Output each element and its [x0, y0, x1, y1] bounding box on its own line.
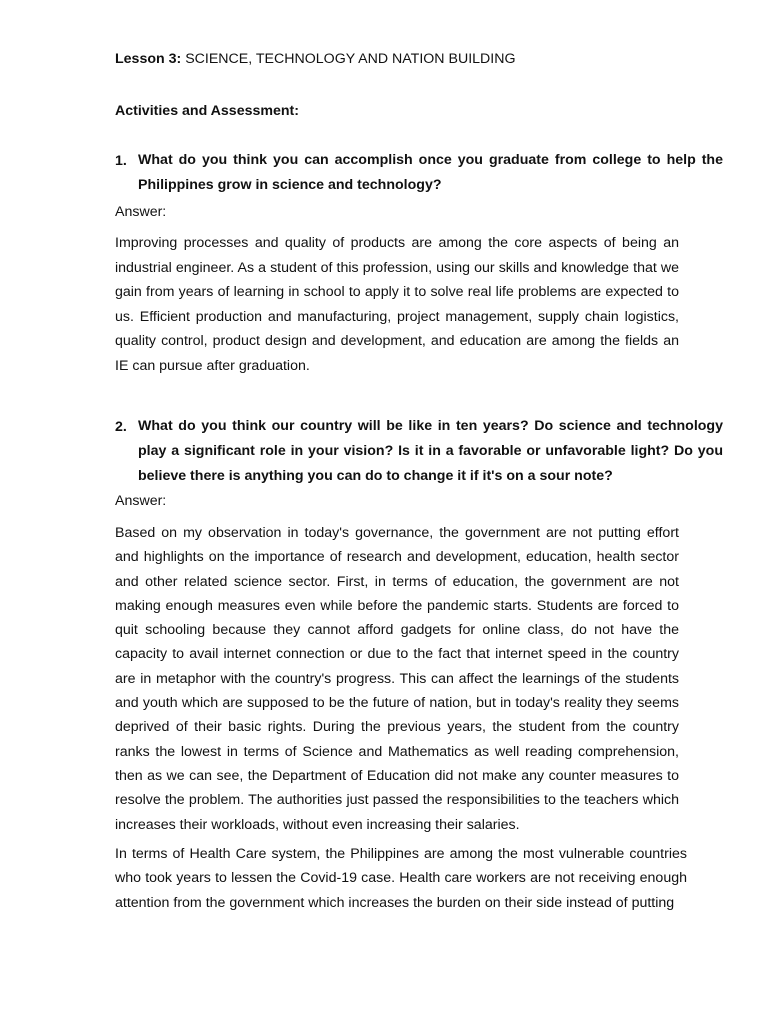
question-2-answer: Based on my observation in today's governance, the government are not putting effort and highlights on the importance of research and development, education, health sector and other related science sector. First, in terms of education, the government are not making enough measures even while before the pandemic starts. Students are forced to quit schooling because they cannot afford gadgets for online class, do not have the capacity to avail internet connection or due to the fact that internet speed in the country are in metaphor with the country's progress. This can affect the learnings of the students and youth which are supposed to be the future of nation, but in today's reality they seems deprived of their basic rights. During the previous years, the student from the country ranks the lowest in terms of Science and Mathematics as well reading comprehension, then as we can see, the Department of Education did not make any counter measures to resolve the problem. The authorities just passed the responsibilities to the teachers which increases their workloads, without even increasing their salaries.	[115, 525, 679, 833]
question-2-text: What do you think our country will be like in ten years? Do science and technology play a significant role in your vision? Is it in a favorable or unfavorable light? Do you believe there is anything you can do to change it if it's on a sour note?	[138, 418, 723, 484]
question-1-answer: Improving processes and quality of products are among the core aspects of being an industrial engineer. As a student of this profession, using our skills and knowledge that we gain from years of learning in school to apply it to solve real life problems are expected to us. Efficient production and manufacturing, project management, supply chain logistics, quality control, product design and development, and education are among the fields an IE can pursue after graduation.	[115, 235, 679, 374]
section-heading: Activities and Assessment:	[115, 103, 299, 119]
question-1-number: 1.	[115, 153, 127, 169]
question-2-number: 2.	[115, 419, 127, 435]
question-2-answer-continued: In terms of Health Care system, the Philippines are among the most vulnerable countries who took years to lessen the Covid-19 case. Health care workers are not receiving enough attention from the government which increases the burden on their side instead of putting	[115, 846, 687, 911]
question-1-text: What do you think you can accomplish once you graduate from college to help the Philippines grow in science and technology?	[138, 152, 723, 193]
lesson-title-text: SCIENCE, TECHNOLOGY AND NATION BUILDING	[185, 51, 516, 67]
question-2-answer-label: Answer:	[115, 493, 167, 509]
lesson-label: Lesson 3:	[115, 51, 182, 67]
lesson-title	[115, 49, 516, 69]
question-1-answer-label: Answer:	[115, 204, 167, 220]
